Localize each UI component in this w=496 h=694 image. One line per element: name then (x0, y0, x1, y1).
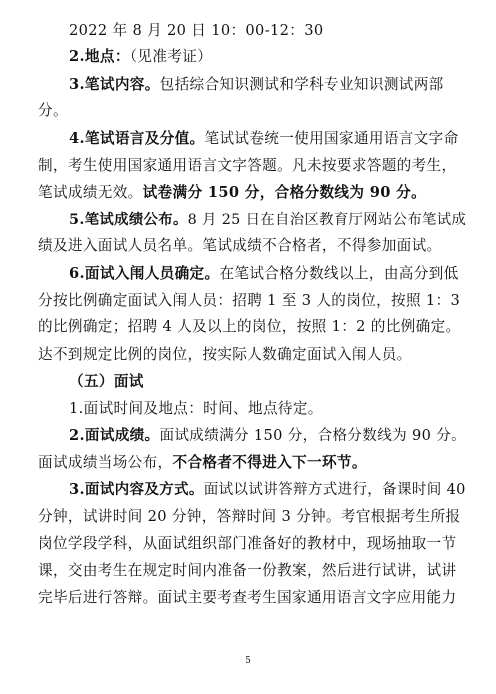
line-text: 包括综合知识测试和学科专业知识测试两部 (159, 76, 444, 93)
text-line (0, 562, 496, 580)
line-text: 分钟，试讲时间 20 分钟，答辩时间 3 分钟。考官根据考生所报 (38, 508, 461, 525)
text-line (0, 589, 496, 607)
line-text: （见准考证） (129, 48, 213, 65)
page-number: 5 (245, 656, 251, 666)
text-line (0, 22, 496, 40)
text-line (0, 481, 496, 499)
line-text: 3.笔试内容。 (69, 76, 160, 93)
line-text: 在笔试合格分数线以上，由高分到低 (219, 265, 459, 282)
line-text: 试卷满分 150 分，合格分数线为 90 分。 (142, 184, 427, 201)
text-line (0, 318, 496, 336)
text-line (0, 76, 496, 94)
text-line (0, 508, 496, 526)
line-text: 分。 (38, 102, 68, 119)
line-text: 2.地点： (69, 48, 130, 65)
line-text: 完毕后进行答辩。面试主要考查考生国家通用语言文字应用能力 (38, 589, 457, 606)
text-line (0, 130, 496, 148)
line-text: 8 月 25 日在自治区教育厅网站公布笔试成 (187, 212, 467, 228)
line-text: 绩及进入面试人员名单。笔试成绩不合格者，不得参加面试。 (38, 237, 442, 254)
line-text: 5.笔试成绩公布。 (69, 212, 188, 228)
text-line (0, 102, 496, 120)
line-text: 的比例确定；招聘 4 人及以上的岗位，按照 1：2 的比例确定。 (38, 318, 461, 335)
text-line (0, 454, 496, 472)
line-text: 面试成绩满分 150 分，合格分数线为 90 分。 (159, 427, 467, 444)
text-line (0, 237, 496, 255)
text-line (0, 211, 496, 229)
text-line (0, 157, 496, 175)
text-line (0, 48, 496, 66)
line-text: 1.面试时间及地点：时间、地点待定。 (69, 400, 323, 417)
line-text: 4.笔试语言及分值。 (69, 130, 205, 147)
line-text: 3.面试内容及方式。 (69, 481, 204, 498)
line-text: 6.面试入闱人员确定。 (69, 265, 220, 282)
text-line (0, 535, 496, 553)
line-text: 笔试试卷统一使用国家通用语言文字命 (204, 130, 459, 147)
line-text: 不合格者不得进入下一环节。 (172, 454, 367, 471)
text-line (0, 184, 496, 202)
line-text: 笔试成绩无效。 (38, 184, 143, 201)
line-text: 面试成绩当场公布， (38, 454, 173, 471)
text-line (0, 427, 496, 445)
line-text: 分按比例确定面试入闱人员：招聘 1 至 3 人的岗位，按照 1：3 (38, 292, 461, 309)
text-line (0, 346, 496, 364)
line-text: 课，交由考生在规定时间内准备一份教案，然后进行试讲，试讲 (38, 562, 457, 579)
section-heading (0, 373, 496, 391)
text-line (0, 400, 496, 418)
line-text: 制，考生使用国家通用语言文字答题。凡未按要求答题的考生， (38, 157, 457, 174)
line-text: 2.面试成绩。 (69, 427, 160, 444)
line-text: 面试以试讲答辩方式进行，备课时间 40 (203, 482, 466, 498)
line-text: （五）面试 (69, 373, 144, 390)
line-text: 2022 年 8 月 20 日 10：00-12：30 (69, 22, 324, 39)
text-line (0, 265, 496, 283)
line-text: 达不到规定比例的岗位，按实际人数确定面试入闱人员。 (38, 346, 412, 363)
text-line (0, 292, 496, 310)
line-text: 岗位学段学科，从面试组织部门准备好的教材中，现场抽取一节 (38, 535, 457, 552)
